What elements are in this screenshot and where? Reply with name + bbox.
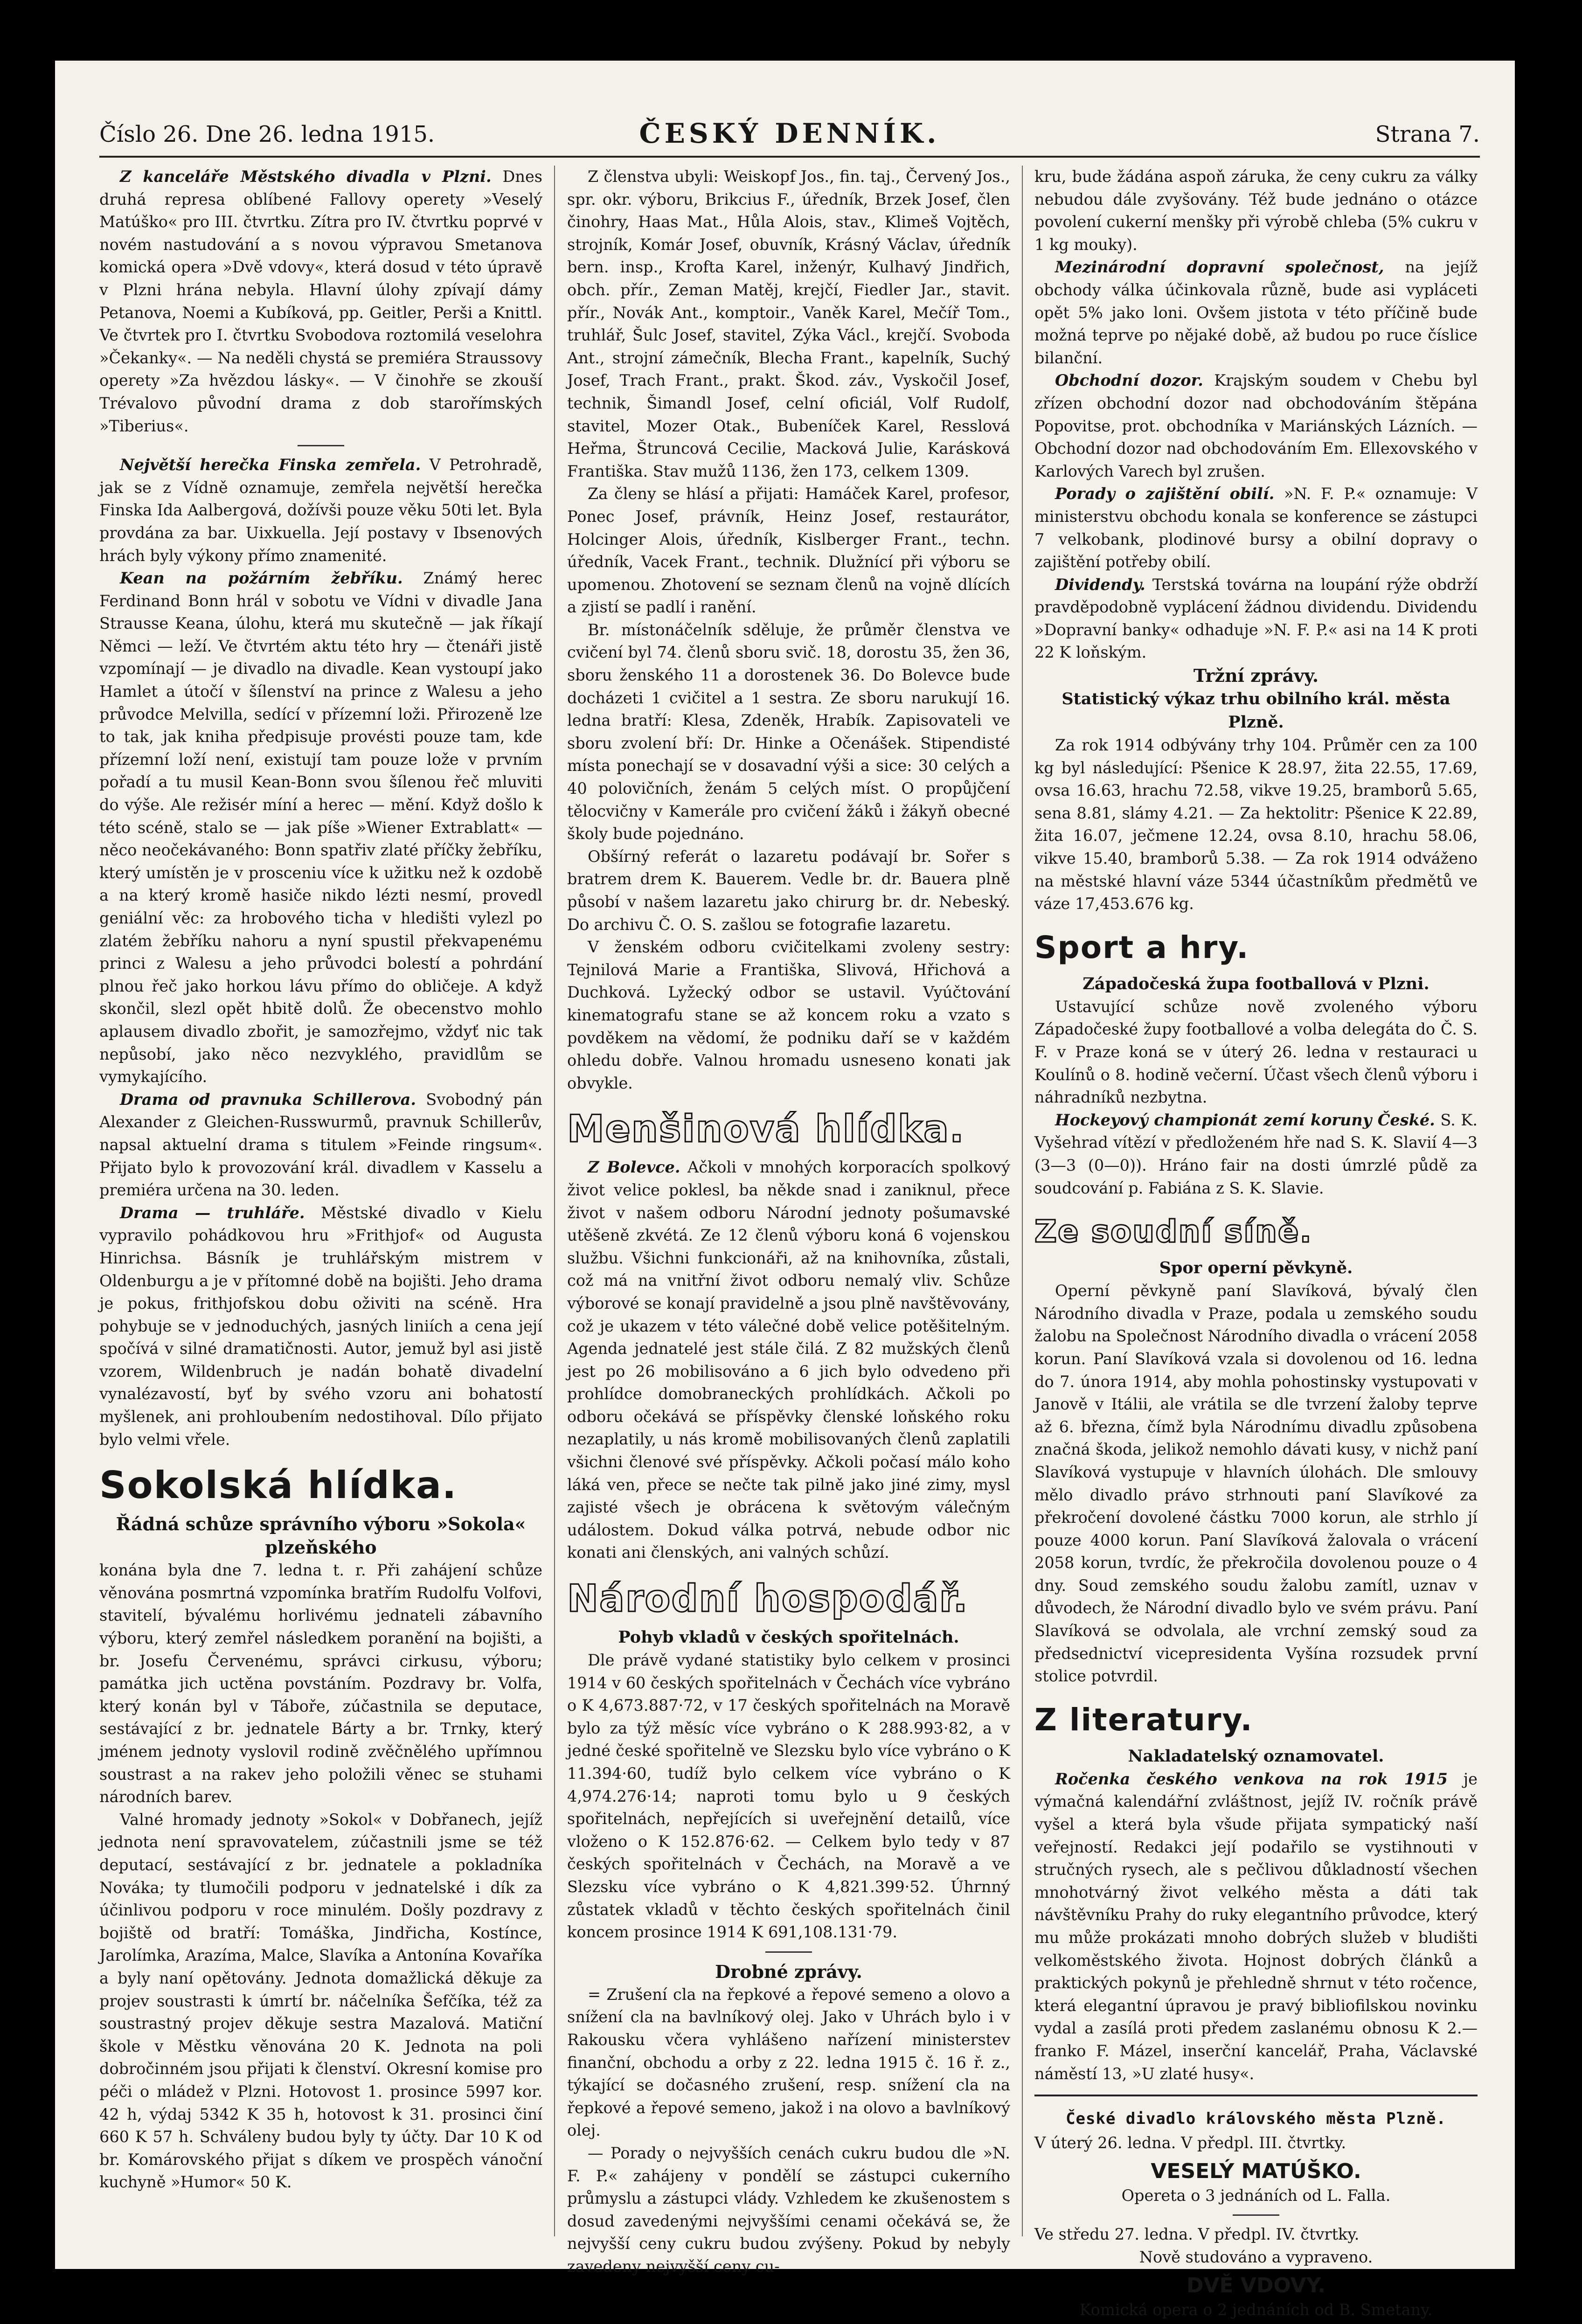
article-carpenter-drama: Drama — truhláře. Městské divadlo v Kielu vypravilo pohádkovou hru »Frithjof« od Augusta Hinrichsa. Básník je truhlářským mistrem v Oldenburgu a je v přítomné době na bojišti. Jeho drama je pokus, frithjofskou dobu oživiti na scéně. Hra pohybuje se v jednoduchých, jasných liniích a cena její spočívá v silné dramatičnosti. Autor, jemuž byl asi jistě vzorem, Wildenbruch je nadán bohatě divadelní vynalézavostí, byť by svého vzoru ani bohatostí myšlenek, ani prohloubením nedostihoval. Dílo přijato bylo velmi vřele.	[99, 1203, 543, 1449]
article-bolevec: Z Bolevce. Ačkoli v mnohých korporacích spolkový život velice poklesl, ba někde snad i zaniknul, přece život v našem odboru Národní jednoty pošumavské utěšeně zkvétá. Ze 12 členů výboru koná 6 vojenskou službu. Všichni funkcionáři, až na knihovníka, zůstali, což má na vnitřní život odboru nemalý vliv. Schůze výborové se konají pravidelně a jsou plně navštěvovány, což je ukazem v této válečné době velice potěšitelným. Agenda jednatelé jest stále čilá. Z 82 mužských členů jest po 26 mobilisováno a 6 jich bylo odvedeno při prohlídce domobraneckých prohlídkách. Ačkoli po odboru očekává se příspěvky členské loňského roku nezaplatily, u nás kromě mobilisovaných členů zaplatili všichni členové své příspěvky. Ačkoli počasí málo koho láká ven, přece se nečte tak pilně jako jiné zimy, mysl zajisté všech je obrácena k světovým válečným událostem. Dokud válka potrvá, nebude odbor nic konati ani členských, ani valných schůzí.	[567, 1158, 1010, 1562]
separator	[298, 445, 344, 446]
section-title-sokol: Sokolská hlídka.	[99, 1464, 458, 1507]
column-2	[567, 166, 1010, 2275]
section-subtitle: Pohyb vkladů v českých spořitelnách.	[618, 1628, 959, 1647]
article-schiller-drama: Drama od pravnuka Schillerova. Svobodný pán Alexander z Gleichen-Russwurmů, pravnuk Schillerův, napsal aktuelní drama s titulem »Feinde ringsum«. Přijato bylo k provozování král. divadlem v Kasselu a premiéra určena na 30. leden.	[99, 1090, 542, 1200]
article-finnish-actress: Největší herečka Finska zemřela. V Petrohradě, jak se z Vídně oznamuje, zemřela největší herečka Finska Ida Aalbergová, dožívši pouze věku 50ti let. Byla provdána za bar. Uixkuella. Její postavy v Ibsenových hrách byly výkony přímo znamenité.	[99, 456, 542, 565]
issue-date: Číslo 26. Dne 26. ledna 1915.	[99, 121, 435, 147]
section-subtitle: Statistický výkaz trhu obilního král. města Plzně.	[1062, 689, 1450, 732]
section-title-sport: Sport a hry.	[1034, 929, 1249, 965]
section-subtitle-market: Tržní zprávy.	[1193, 665, 1319, 687]
article-theatre-news: Z kanceláře Městského divadla v Plzni. Dnes druhá represa oblíbené Fallovy operety »Veselý Matúško« pro III. čtvrtku. Zítra pro IV. čtvrtku poprvé v novém nastudování a s novou výpravou Smetanova komická opera »Dvě vdovy«, která dosud v této úpravě v Plzni hrána nebyla. Hlavní úlohy zpívají dámy Petanova, Noemi a Kubíková, pp. Geitler, Perši a Knittl. Ve čtvrtek pro I. čtvrtku Svobodova roztomilá veselohra »Čekanky«. — Na neděli chystá se premiéra Straussovy operety »Za hvězdou lásky«. — V činohře se zkouší Trévalovo původní drama z dob starořímských »Tiberius«.	[99, 167, 542, 435]
article-sugar-cont: kru, bude žádána aspoň záruka, že ceny cukru za války nebudou dále zvyšovány. Též bude jednáno o otázce povolení cukerní menšky při výrobě chleba (5% cukru v 1 kg mouky).	[1034, 167, 1478, 254]
article-transport: Mezinárodní dopravní společnost, na jejíž obchody válka účinkovala různě, bude asi vypláceti opět 5% jako loni. Ovšem jistota v této příčině bude možná teprve po nějaké době, až budou po ruce číslice bilanční.	[1034, 258, 1478, 367]
article-savings: Dle právě vydané statistiky bylo celkem v prosinci 1914 v 60 českých spořitelnách v Čechách více vybráno o K 4,673.887·72, v 17 českých spořitelnách na Moravě bylo za týž měsíc více vybráno o K 288.993·82, a v jedné české spořitelně ve Slezsku bylo více vybráno o K 11.394·60, tudíž bylo celkem více vybráno o K 4,974.276·14; naproti tomu bylo u 9 českých spořitelnách, nepřejících si uveřejnění detailů, více vloženo o K 152.876·62. — Celkem bylo tedy v 87 českých spořitelnách v Čechách, na Moravě a ve Slezsku více vybráno o K 4,821.399·52. Úhrnný zůstatek vkladů v těchto českých spořitelnách činil koncem prosince 1914 K 691,108.131·79.	[567, 1651, 1010, 1942]
article-exercise: Br. místonáčelník sděluje, že průměr členstva ve cvičení byl 74. členů sboru svič. 18, dorostu 35, žen 36, sboru ženského 11 a dorostenek 36. Do Bolevce bude docházeti 1 cvičitel a 1 sestra. Ze sboru narukují 16. ledna bratří: Klesa, Zdeněk, Hrabík. Zapisovateli ve sboru zvolení bří: Dr. Hinke a Očenášek. Stipendisté místa ponechají se v dosavadní výši a sice: 30 celých a 40 polovičních, ženám 5 celých míst. O propůjčení tělocvičny v Kamerále pro cvičení žáků i žákyň obecné školy bude pojednáno.	[567, 620, 1010, 843]
newspaper-title: ČESKÝ DENNÍK.	[639, 118, 940, 149]
column-divider	[554, 166, 555, 2236]
section-title-mensina: Menšinová hlídka.	[567, 1107, 965, 1151]
article-sugar: — Porady o nejvyšších cenách cukru budou dle »N. F. P.« zahájeny v pondělí se zástupci cukerního průmyslu a zástupci vlády. Vzhledem ke zkušenostem s dosud zavedenými nejvyššími cenami očekává se, že nejvyšší ceny cukru budou zvýšeny. Pokud by nebyly zavedeny nejvyšší ceny cu-	[567, 2144, 1010, 2275]
article-women-section: V ženském odboru cvičitelkami zvoleny sestry: Tejnilová Marie a Františka, Slivová, Hřichová a Duchková. Lyžecký odbor se ustavil. Vyúčtování kinematografu stane se až koncem roku a vzato s povděkem na vědomí, že podniku daří se v každém ohledu dobře. Valnou hromadu usneseno konati jak obvykle.	[567, 938, 1010, 1092]
article-grain-market: Za rok 1914 odbývány trhy 104. Průměr cen za 100 kg byl následující: Pšenice K 28.97, žita 22.55, 17.69, ovsa 16.63, hrachu 72.58, vikve 19.25, bramborů 5.65, sena 8.81, slámy 4.21. — Za hektolitr: Pšenice K 22.89, žita 16.07, ječmene 12.24, ovsa 8.10, hrachu 58.06, vikve 15.40, bramborů 5.38. — Za rok 1914 odváženo na městské hlavní váze 5344 účastníkům předmětů ve váze 17,453.676 kg.	[1034, 736, 1478, 913]
section-subtitle: Spor operní pěvkyně.	[1159, 1258, 1353, 1278]
section-title-hospodar: Národní hospodář.	[567, 1577, 969, 1621]
separator	[1233, 2214, 1279, 2216]
program-day-2: Ve středu 27. ledna. V předpl. IV. čtvrtky.	[1034, 2225, 1360, 2244]
masthead	[99, 117, 1480, 158]
article-trade-supervision: Obchodní dozor. Krajským soudem v Chebu byl zřízen obchodní dozor nad obchodováním štěpána Popovitse, prot. obchodníka v Mariánských Lázních. — Obchodní dozor nad obchodováním Em. Ellexovského v Karlových Varech byl zrušen.	[1034, 371, 1478, 480]
program-play-2: DVĚ VDOVY.	[1186, 2273, 1326, 2297]
article-members-new: Za členy se hlásí a přijati: Hamáček Karel, profesor, Ponec Josef, právník, Heinz Josef, restaurátor, Holcinger Alois, úředník, Kislberger Frant., techn. úředník, Vacek Frant., technik. Dlužnící při výboru se upomenou. Zhotovení se seznam členů na vojně dlících a zjistí se padlí i ranění.	[567, 485, 1010, 617]
rule	[1034, 2095, 1478, 2096]
page-number: Strana 7.	[1375, 121, 1480, 147]
article-duty: = Zrušení cla na řepkové a řepové semeno a olovo a snížení cla na bavlníkový olej. Jako v Uhrách bylo i v Rakousku včera vyhlášeno nařízení ministerstev finanční, obchodu a orby z 22. ledna 1915 č. 16 ř. z., týkající se dočasného zrušení, resp. snížení cla na řepkové a řepové semeno, jakož i na olovo a bavlníkový olej.	[567, 1985, 1010, 2140]
article-court: Operní pěvkyně paní Slavíková, bývalý člen Národního divadla v Praze, podala u zemského soudu žalobu na Společnost Národního divadla o vrácení 2058 korun. Paní Slavíková vzala si dovolenou od 16. ledna do 7. února 1914, aby mohla pohostinsky vystupovati v Janově v Itálii, ale vrátila se dle tvrzení žaloby teprve až 6. března, čímž byla Národnímu divadlu způsobena značná škoda, jelikož nemohlo dávati kusy, v nichž paní Slavíková vystupuje v hlavních úlohách. Dle smlouvy mělo divadlo právo strhnouti paní Slavíkové za překročení dovolené částku 7000 korun, ale strhlo jí pouze 4000 korun. Paní Slavíková žalovala o vrácení 2058 korun, tvrdíc, že překročila dovolenou pouze o 4 dny. Soud zemského soudu žalobu zamítl, uznav v důvodech, že Národní divadlo bylo ve svém právu. Paní Slavíková se odvolala, ale vrchní zemský soud za předsednictví vicepresidenta Vyšína rozsudek první stolice potvrdil.	[1034, 1282, 1478, 1686]
article-lazaret: Obšírný referát o lazaretu podávají br. Sořer s bratrem drem K. Bauerem. Vedle br. dr. Bauera plně působí v našem lazaretu jako chirurg br. dr. Nebeský. Do archivu Č. O. S. zašlou se fotografie lazaretu.	[567, 847, 1010, 934]
column-1	[99, 166, 542, 2236]
article-football: Ustavující schůze nově zvoleného výboru Západočeské župy footballové a volba delegáta do Č. S. F. v Praze koná se v úterý 26. ledna v restauraci u Koulínů o 8. hodině večerní. Účast všech členů výboru i náhradníků nezbytna.	[1034, 997, 1478, 1107]
article-kean: Kean na požárním žebříku. Známý herec Ferdinand Bonn hrál v sobotu ve Vídni v divadle Jana Strausse Keana, úlohu, která mu skutečně — jak říkají Němci — leží. Ve čtvrtém aktu této hry — čtenáři jistě vzpomínají — je divadlo na divadle. Kean vystoupí jako Hamlet a útočí v šílenství na prince z Walesu a jeho průvodce Melvilla, sedící v přízemní loži. Přirozeně lze to tak, jak kniha předpisuje provésti pouze tam, kde přízemní loží není, existují tam pouze lože v prvním pořadí a tu musil Kean-Bonn svou šílenou řeč mluviti do výše. Ale režisér míní a herec — mění. Když došlo k této scéně, stalo se — jak píše »Wiener Extrablatt« — něco neočekávaného: Bonn spatřiv zlaté příčky žebříku, který umístěn je v prosceniu více k užitku než k ozdobě a na který kromě hasiče nikdo lézti nesmí, provedl geniální věc: za hrobového ticha v hledišti vylezl po zlatém žebříku nahoru a nyní spustil překvapenému princi z Walesu a jeho průvodci bolestí a pohrdání plnou řeč jako horkou lávu přímo do obličeje. A když skončil, slezl opět hbitě dolů. Že obecenstvo mohlo aplausem divadlo zbořit, je samozřejmo, vždyť nic tak nepůsobí, jako něco nezvyklého, pravidlům se vymykajícího.	[99, 569, 542, 1086]
section-subtitle: Řádná schůze správního výboru »Sokola« plzeňského	[116, 1513, 526, 1558]
newspaper-page	[55, 61, 1515, 2319]
column-3	[1034, 166, 1478, 2319]
article-dividends: Dividendy. Terstská továrna na loupání rýže obdrží pravděpodobně vyplácení žádnou dividendu. Dividendu »Dopravní banky« odhaduje »N. F. P.« asi na 14 K proti 22 K loňským.	[1034, 575, 1478, 662]
section-subtitle-drobne: Drobné zprávy.	[715, 1961, 862, 1982]
program-desc-1: Opereta o 3 jednáních od L. Falla.	[1121, 2186, 1391, 2205]
section-subtitle: Nakladatelský oznamovatel.	[1128, 1746, 1384, 1766]
section-title-court: Ze soudní síně.	[1034, 1214, 1312, 1250]
article-yearbook: Ročenka českého venkova na rok 1915 je výmačná kalendářní zvláštnost, jejíž IV. ročník právě vyšel a která byla všude přijata sympatický naší veřejností. Redakci její podařilo se vystihnouti v stručných rysech, ale s pečlivou důkladností všechen mnohotvárný život velkého města a dáti tak návštěvníku Prahy do ruky elegantního průvodce, který mu může prokázati mnoho dobrých služeb v bludišti velkoměstského života. Hojnost dobrých článků a praktických pokynů je přehledně shrnut v této ročence, která elegantní úpravou je pravý bibliofilskou novinku vydal a zasílá proti předem zaslanému obnosu K 2.— franko F. Mázel, inserční kancelář, Praha, Václavské náměstí 13, »U zlaté husy«.	[1034, 1769, 1478, 2083]
column-divider	[1022, 166, 1023, 2236]
article-hockey: Hockeyový championát zemí koruny České. S. K. Vyšehrad vítězí v předloženém hře nad S. K. Slavií 4—3 (3—3 (0—0)). Hráno fair na dosti úmrzlé půdě za soudcování p. Fabiána z S. K. Slavie.	[1034, 1110, 1478, 1197]
program-desc-2: Komická opera o 2 jednáních od B. Smetany.	[1079, 2300, 1433, 2319]
section-subtitle: Západočeská župa footballová v Plzni.	[1082, 974, 1429, 993]
article-grain: Porady o zajištění obilí. »N. F. P.« oznamuje: V ministerstvu obchodu konala se konference se zástupci 7 velkobank, plodinové bursy a obilní dopravy o zajištění potřeby obilí.	[1034, 485, 1478, 571]
article-sokol-dobrany: Valné hromady jednoty »Sokol« v Dobřanech, jejíž jednota není spravovatelem, zúčastnili jsme se též deputací, sestávající z br. jednatele a pokladníka Nováka; ty tlumočili podporu v jednatelské i dík za účinlivou podporu v roce minulém. Došly pozdravy z bojiště od bratří: Tomáška, Jindřicha, Kostínce, Jarolímka, Arazíma, Malce, Slavíka a Antonína Kovaříka a byly naní opětovány. Jednota domažlická děkuje za projev soustrasti k úmrtí br. náčelníka Šefčíka, též za soustrastný projev děkuje sestra Mazalová. Matiční škole v Městku věnována 20 K. Jednota na poli dobročinném jsou přijati k členství. Okresní komise pro péči o mládež v Plzni. Hotovost 1. prosince 5997 kor. 42 h, výdaj 5342 K 35 h, hotovost k 31. prosinci činí 660 K 57 h. Schváleny budou byly ty účty. Dar 10 K od br. Komárovského přijat s díkem ve prospěch vánoční kuchyně »Humor« 50 K.	[99, 1810, 542, 2192]
article-sokol-meeting: konána byla dne 7. ledna t. r. Při zahájení schůze věnována posmrtná vzpomínka bratřím Rudolfu Volfovi, stavitelí, bývalému horlivému jednateli zábavního výboru, který zemřel následkem poranění na bojišti, a br. Josefu Červenému, správci cirkusu, výboru; památka jich uctěna povstáním. Pozdravy br. Volfa, který konán byl v Táboře, zúčastnila se deputace, sestávající z br. jednatele Bárty a br. Trnky, který jménem jednoty vyslovil rodině zvěčnělého upřímnou soustrast a na rakev jeho položili věnec se stuhami národních barev.	[99, 1561, 542, 1806]
separator	[765, 1951, 812, 1953]
program-day-1: V úterý 26. ledna. V předpl. III. čtvrtky.	[1034, 2134, 1346, 2152]
program-play-1: VESELÝ MATÚŠKO.	[1151, 2159, 1361, 2183]
article-members-left: Z členstva ubyli: Weiskopf Jos., fin. taj., Červený Jos., spr. okr. výboru, Brikcius F., úředník, Brzek Josef, člen činohry, Haas Mat., Hůla Alois, stav., Klimeš Vojtěch, strojník, Komár Josef, obuvník, Krásný Václav, úředník bern. insp., Krofta Karel, inženýr, Kulhavý Jindřich, obch. přír., Zeman Matěj, krejčí, Fiedler Jar., stavit. přír., Novák Ant., komptoir., Vaněk Karel, Mečíř Tom., truhlář, Šulc Josef, stavitel, Zýka Václ., krejčí. Svoboda Ant., strojní zámečník, Blecha Frant., kapelník, Suchý Josef, Trach Frant., prakt. Škod. záv., Vyskočil Josef, technik, Šimandl Josef, celní oficiál, Volf Rudolf, stavitel, Mozer Otak., Bubeníček Karel, Resslová Heřma, Štruncová Cecilie, Macková Julie, Karásková Františka. Stav mužů 1136, žen 173, celkem 1309.	[567, 167, 1010, 480]
section-title-literature: Z literatury.	[1034, 1701, 1253, 1738]
theater-program-title: České divadlo královského města Plzně.	[1066, 2109, 1446, 2129]
program-note-2: Nově studováno a vypraveno.	[1139, 2248, 1373, 2266]
